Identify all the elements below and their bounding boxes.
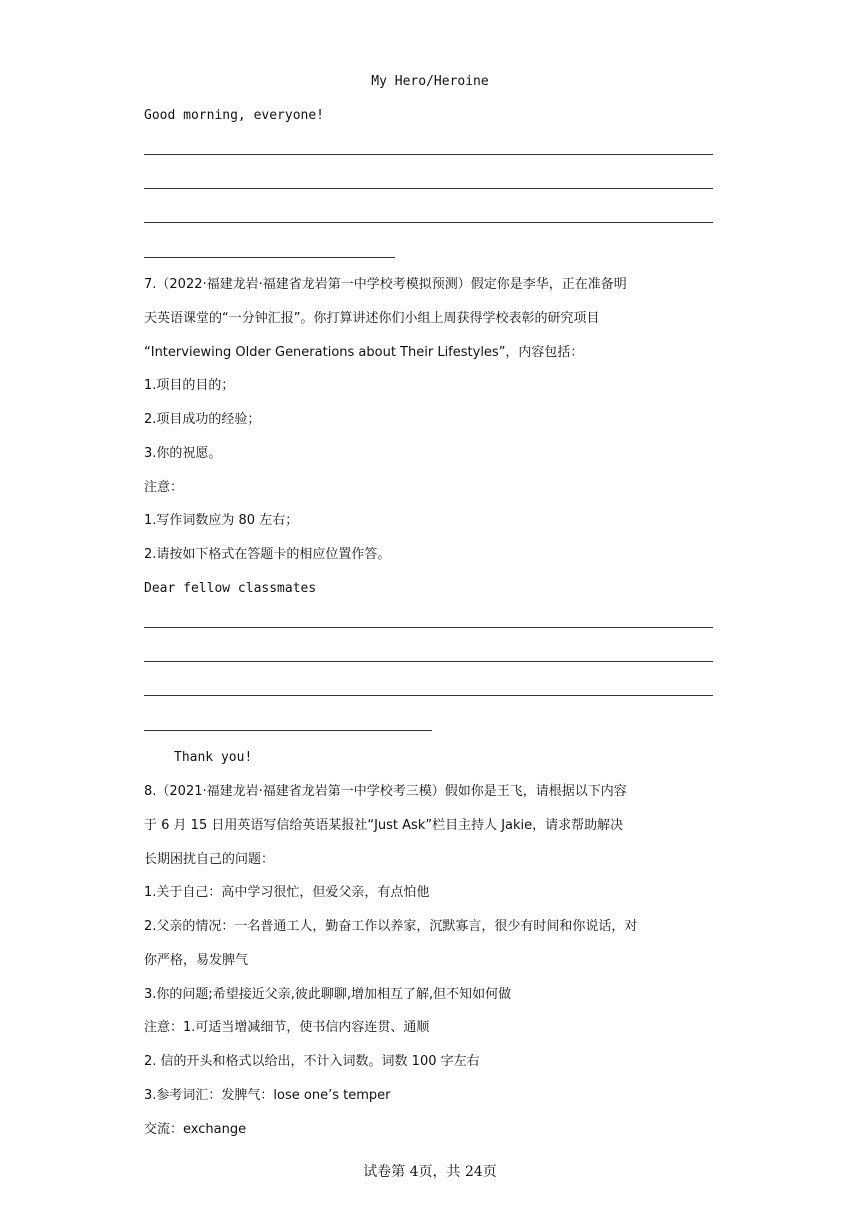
question-8-stem: 8.（2021·福建龙岩·福建省龙岩第一中学校考三模）假如你是王飞，请根据以下内容	[144, 784, 627, 799]
answer-line	[144, 730, 432, 731]
answer-line	[144, 222, 713, 223]
question-8-note: 注意：1.可适当增减细节，使书信内容连贯、通顺	[144, 1020, 430, 1035]
page-footer: 试卷第 4页，共 24页	[363, 1164, 497, 1180]
question-8-item: 2.父亲的情况：一名普通工人，勤奋工作以养家，沉默寡言，很少有时间和你说话，对	[144, 919, 638, 934]
question-7-stem: “Interviewing Older Generations about Their Lifestyles”，内容包括：	[144, 345, 584, 360]
question-8-item: 3.你的问题;希望接近父亲,彼此聊聊,增加相互了解,但不知如何做	[144, 987, 512, 1002]
answer-line	[144, 695, 713, 696]
question-7-note: 1.写作词数应为 80 左右；	[144, 513, 299, 528]
question-7-item: 1.项目的目的；	[144, 378, 235, 393]
question-8-stem: 于 6 月 15 日用英语写信给英语某报社“Just Ask”栏目主持人 Jakie，请求帮助解决	[144, 818, 624, 833]
letter-closing: Thank you!	[174, 750, 253, 765]
answer-line	[144, 257, 395, 258]
question-7-stem: 天英语课堂的“一分钟汇报”。你打算讲述你们小组上周获得学校表彰的研究项目	[144, 311, 600, 326]
question-7-item: 2.项目成功的经验；	[144, 412, 261, 427]
answer-line	[144, 661, 713, 662]
answer-line	[144, 627, 713, 628]
question-8-item: 1.关于自己：高中学习很忙，但爱父亲，有点怕他	[144, 885, 430, 900]
answer-line	[144, 154, 713, 155]
greeting-line: Good morning, everyone!	[144, 108, 325, 123]
question-8-item: 你严格，易发脾气	[144, 953, 249, 968]
question-7-item: 3.你的祝愿。	[144, 446, 222, 461]
question-8-note: 2. 信的开头和格式以给出，不计入词数。词数 100 字左右	[144, 1054, 480, 1069]
question-8-stem: 长期困扰自己的问题：	[144, 852, 275, 867]
question-8-vocab: 3.参考词汇：发脾气：lose one’s temper	[144, 1088, 391, 1103]
answer-line	[144, 188, 713, 189]
essay-title: My Hero/Heroine	[371, 74, 489, 89]
question-7-stem: 7.（2022·福建龙岩·福建省龙岩第一中学校考模拟预测）假定你是李华，正在准备明	[144, 277, 627, 292]
note-label: 注意：	[144, 480, 184, 495]
question-8-vocab: 交流：exchange	[144, 1122, 247, 1137]
question-7-note: 2.请按如下格式在答题卡的相应位置作答。	[144, 547, 391, 562]
letter-salutation: Dear fellow classmates	[144, 581, 317, 596]
